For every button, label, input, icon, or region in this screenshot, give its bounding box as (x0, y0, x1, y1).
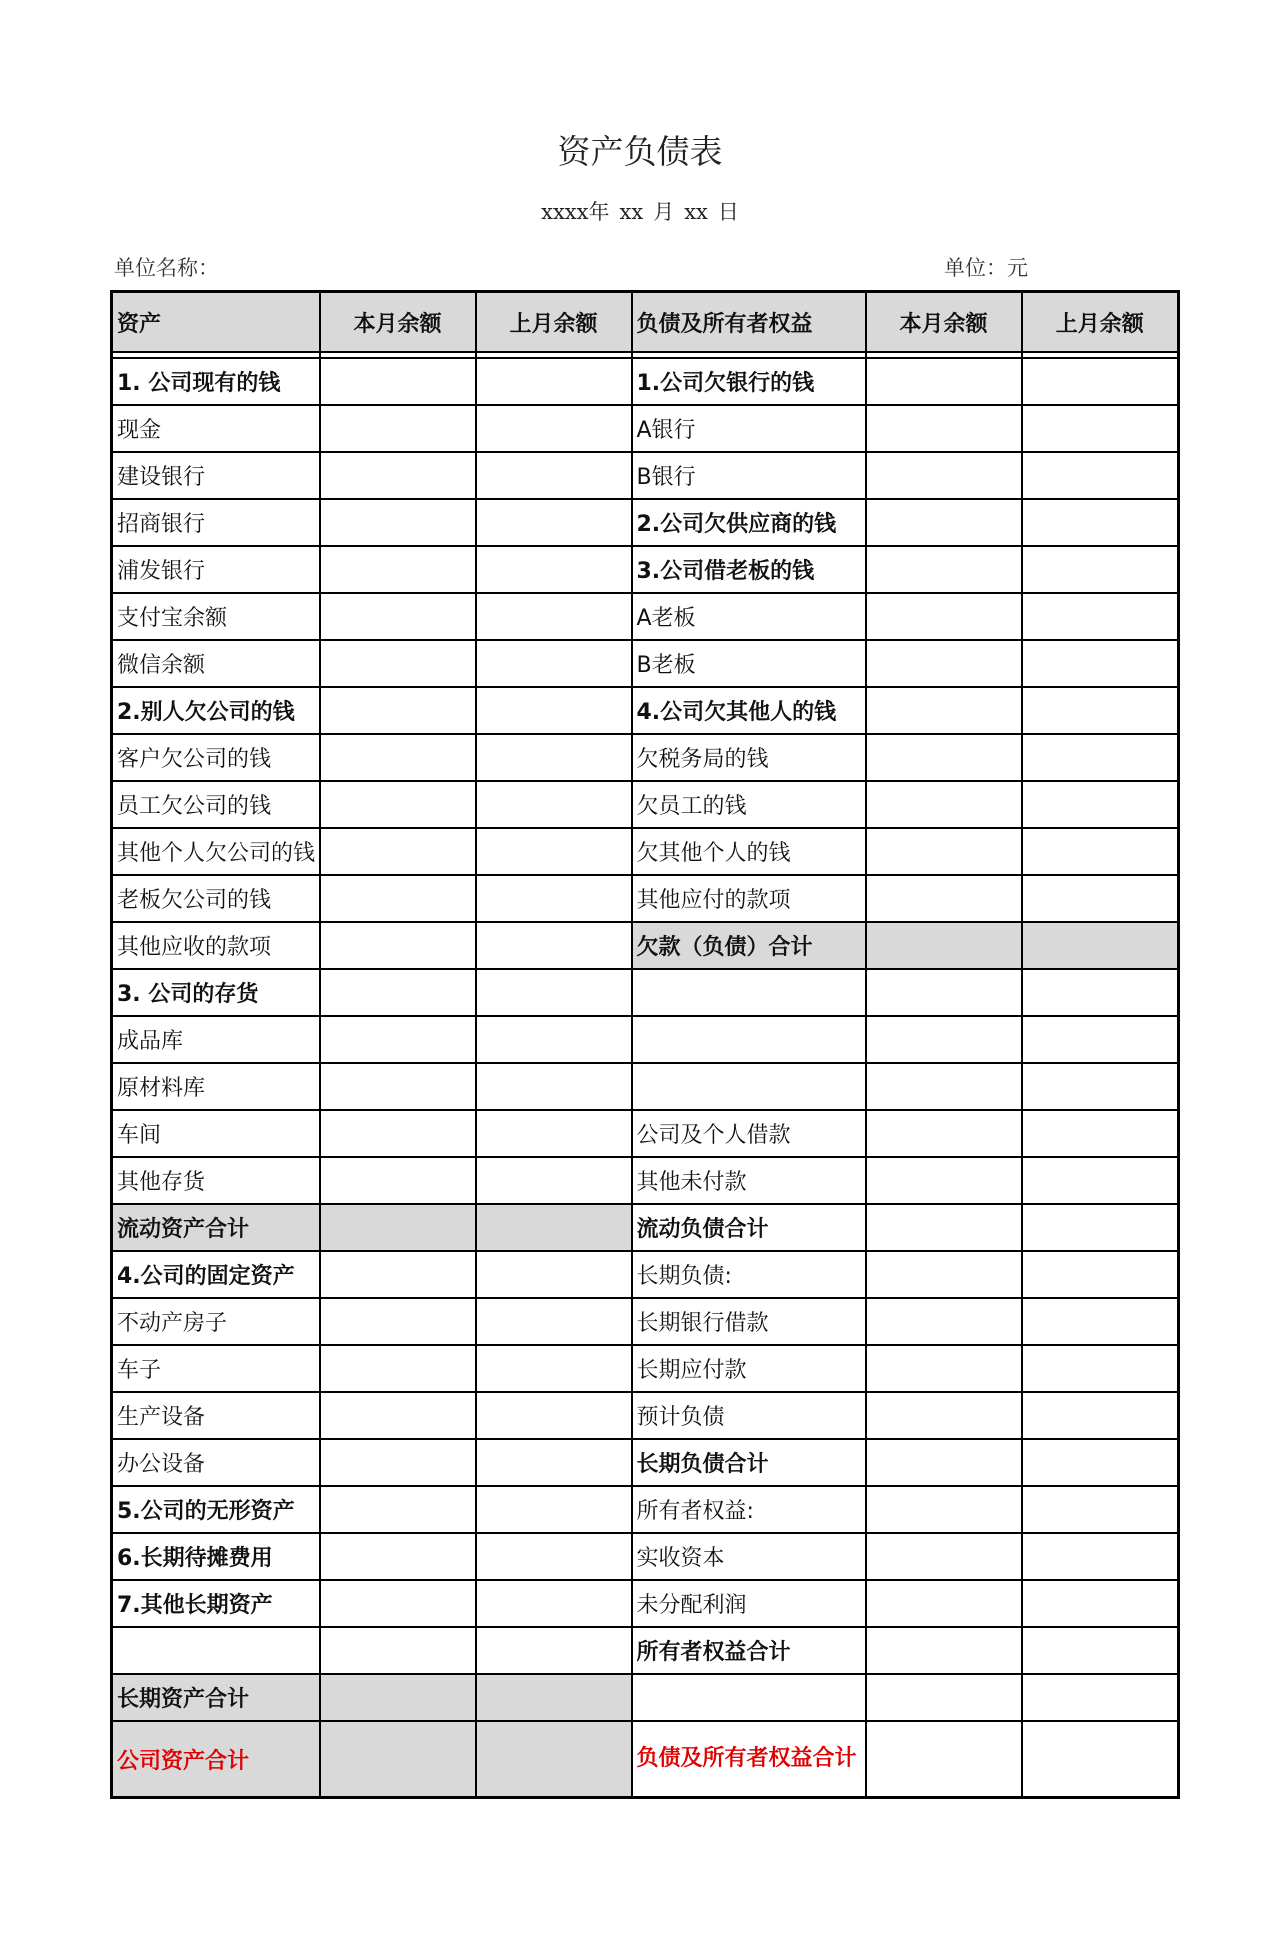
liability-item-label: 流动负债合计 (632, 1204, 866, 1251)
liability-item-label: 所有者权益: (632, 1486, 866, 1533)
asset-current-month-cell[interactable] (320, 405, 476, 452)
table-row (112, 1157, 1179, 1204)
asset-last-month-cell[interactable] (476, 546, 632, 593)
asset-item-label: 招商银行 (112, 499, 320, 546)
liability-last-month-cell[interactable] (1022, 1627, 1179, 1674)
table-row (112, 828, 1179, 875)
asset-item-label: 办公设备 (112, 1439, 320, 1486)
liability-last-month-cell[interactable] (1022, 358, 1179, 405)
liability-last-month-cell[interactable] (1022, 593, 1179, 640)
currency-unit-label: 单位：元 (944, 256, 1028, 280)
asset-last-month-cell[interactable] (476, 1016, 632, 1063)
liability-item-label (632, 1016, 866, 1063)
liability-last-month-cell[interactable] (1022, 1721, 1179, 1798)
header-last-month-right: 上月余额 (1022, 292, 1179, 353)
asset-current-month-cell[interactable] (320, 640, 476, 687)
liability-current-month-cell[interactable] (866, 1392, 1022, 1439)
asset-last-month-cell[interactable] (476, 1439, 632, 1486)
liability-current-month-cell[interactable] (866, 875, 1022, 922)
table-row (112, 969, 1179, 1016)
asset-current-month-cell[interactable] (320, 1439, 476, 1486)
date-day-value: xx (684, 200, 708, 224)
table-row (112, 405, 1179, 452)
asset-current-month-cell[interactable] (320, 1345, 476, 1392)
liability-current-month-cell[interactable] (866, 1298, 1022, 1345)
asset-last-month-cell[interactable] (476, 1674, 632, 1721)
header-liabilities-equity: 负债及所有者权益 (632, 292, 866, 353)
asset-item-label: 员工欠公司的钱 (112, 781, 320, 828)
asset-current-month-cell[interactable] (320, 1721, 476, 1798)
liability-last-month-cell[interactable] (1022, 546, 1179, 593)
table-row (112, 1016, 1179, 1063)
asset-current-month-cell[interactable] (320, 1627, 476, 1674)
asset-last-month-cell[interactable] (476, 358, 632, 405)
table-row (112, 1580, 1179, 1627)
asset-current-month-cell[interactable] (320, 1204, 476, 1251)
liability-current-month-cell[interactable] (866, 687, 1022, 734)
liability-current-month-cell[interactable] (866, 1439, 1022, 1486)
liability-current-month-cell[interactable] (866, 734, 1022, 781)
asset-last-month-cell[interactable] (476, 1251, 632, 1298)
liability-last-month-cell[interactable] (1022, 828, 1179, 875)
table-row (112, 922, 1179, 969)
asset-last-month-cell[interactable] (476, 640, 632, 687)
asset-last-month-cell[interactable] (476, 1627, 632, 1674)
asset-item-label: 车间 (112, 1110, 320, 1157)
liability-item-label: 负债及所有者权益合计 (632, 1721, 866, 1798)
asset-current-month-cell[interactable] (320, 546, 476, 593)
date-month-label: 月 (653, 200, 675, 224)
table-row (112, 452, 1179, 499)
table-row (112, 358, 1179, 405)
liability-item-label: B老板 (632, 640, 866, 687)
liability-last-month-cell[interactable] (1022, 875, 1179, 922)
asset-item-label: 2.别人欠公司的钱 (112, 687, 320, 734)
liability-current-month-cell[interactable] (866, 358, 1022, 405)
header-last-month-left: 上月余额 (476, 292, 632, 353)
asset-last-month-cell[interactable] (476, 452, 632, 499)
liability-item-label: 欠款（负债）合计 (632, 922, 866, 969)
table-row (112, 1533, 1179, 1580)
liability-last-month-cell[interactable] (1022, 1063, 1179, 1110)
liability-current-month-cell[interactable] (866, 969, 1022, 1016)
asset-item-label: 其他个人欠公司的钱 (112, 828, 320, 875)
asset-last-month-cell[interactable] (476, 922, 632, 969)
liability-last-month-cell[interactable] (1022, 1533, 1179, 1580)
asset-current-month-cell[interactable] (320, 1110, 476, 1157)
asset-current-month-cell[interactable] (320, 1063, 476, 1110)
asset-item-label: 长期资产合计 (112, 1674, 320, 1721)
header-assets: 资产 (112, 292, 320, 353)
asset-current-month-cell[interactable] (320, 734, 476, 781)
asset-last-month-cell[interactable] (476, 734, 632, 781)
liability-current-month-cell[interactable] (866, 1627, 1022, 1674)
liability-item-label (632, 969, 866, 1016)
asset-item-label: 浦发银行 (112, 546, 320, 593)
table-body (112, 358, 1179, 1798)
liability-current-month-cell[interactable] (866, 405, 1022, 452)
table-row (112, 1439, 1179, 1486)
date-day-label: 日 (717, 200, 739, 224)
asset-current-month-cell[interactable] (320, 875, 476, 922)
asset-item-label: 6.长期待摊费用 (112, 1533, 320, 1580)
balance-sheet-table (110, 290, 1180, 1799)
liability-last-month-cell[interactable] (1022, 1157, 1179, 1204)
liability-current-month-cell[interactable] (866, 1674, 1022, 1721)
liability-last-month-cell[interactable] (1022, 1392, 1179, 1439)
asset-item-label: 3. 公司的存货 (112, 969, 320, 1016)
liability-item-label: 4.公司欠其他人的钱 (632, 687, 866, 734)
asset-current-month-cell[interactable] (320, 1486, 476, 1533)
liability-item-label: 2.公司欠供应商的钱 (632, 499, 866, 546)
liability-item-label: 长期银行借款 (632, 1298, 866, 1345)
liability-last-month-cell[interactable] (1022, 1204, 1179, 1251)
liability-current-month-cell[interactable] (866, 1204, 1022, 1251)
asset-current-month-cell[interactable] (320, 1157, 476, 1204)
asset-last-month-cell[interactable] (476, 1110, 632, 1157)
liability-item-label: 其他未付款 (632, 1157, 866, 1204)
asset-item-label: 其他存货 (112, 1157, 320, 1204)
table-row (112, 593, 1179, 640)
liability-last-month-cell[interactable] (1022, 1580, 1179, 1627)
asset-current-month-cell[interactable] (320, 969, 476, 1016)
liability-last-month-cell[interactable] (1022, 1298, 1179, 1345)
asset-current-month-cell[interactable] (320, 828, 476, 875)
asset-last-month-cell[interactable] (476, 875, 632, 922)
liability-item-label: 长期负债合计 (632, 1439, 866, 1486)
liability-last-month-cell[interactable] (1022, 1016, 1179, 1063)
liability-last-month-cell[interactable] (1022, 499, 1179, 546)
liability-current-month-cell[interactable] (866, 452, 1022, 499)
report-date (0, 196, 1280, 226)
asset-current-month-cell[interactable] (320, 358, 476, 405)
liability-current-month-cell[interactable] (866, 1533, 1022, 1580)
asset-last-month-cell[interactable] (476, 1533, 632, 1580)
table-row (112, 1627, 1179, 1674)
liability-last-month-cell[interactable] (1022, 1486, 1179, 1533)
asset-last-month-cell[interactable] (476, 499, 632, 546)
liability-item-label: B银行 (632, 452, 866, 499)
asset-current-month-cell[interactable] (320, 499, 476, 546)
liability-item-label: 长期负债: (632, 1251, 866, 1298)
liability-last-month-cell[interactable] (1022, 922, 1179, 969)
liability-current-month-cell[interactable] (866, 1251, 1022, 1298)
liability-current-month-cell[interactable] (866, 546, 1022, 593)
liability-last-month-cell[interactable] (1022, 687, 1179, 734)
asset-item-label: 现金 (112, 405, 320, 452)
asset-last-month-cell[interactable] (476, 593, 632, 640)
liability-current-month-cell[interactable] (866, 828, 1022, 875)
asset-current-month-cell[interactable] (320, 1674, 476, 1721)
table-row (112, 1251, 1179, 1298)
liability-item-label: 欠税务局的钱 (632, 734, 866, 781)
table-row (112, 499, 1179, 546)
liability-item-label (632, 1674, 866, 1721)
liability-last-month-cell[interactable] (1022, 734, 1179, 781)
liability-current-month-cell[interactable] (866, 1110, 1022, 1157)
liability-last-month-cell[interactable] (1022, 781, 1179, 828)
asset-last-month-cell[interactable] (476, 1721, 632, 1798)
asset-item-label: 其他应收的款项 (112, 922, 320, 969)
liability-current-month-cell[interactable] (866, 1486, 1022, 1533)
liability-current-month-cell[interactable] (866, 1063, 1022, 1110)
liability-current-month-cell[interactable] (866, 640, 1022, 687)
liability-last-month-cell[interactable] (1022, 452, 1179, 499)
asset-item-label: 成品库 (112, 1016, 320, 1063)
asset-last-month-cell[interactable] (476, 1298, 632, 1345)
liability-item-label (632, 1063, 866, 1110)
date-month-value: xx (619, 200, 644, 224)
liability-last-month-cell[interactable] (1022, 405, 1179, 452)
table-row (112, 1674, 1179, 1721)
asset-current-month-cell[interactable] (320, 687, 476, 734)
date-year: xxxx年 (541, 200, 610, 224)
table-row (112, 1345, 1179, 1392)
asset-current-month-cell[interactable] (320, 1392, 476, 1439)
asset-current-month-cell[interactable] (320, 1580, 476, 1627)
asset-last-month-cell[interactable] (476, 1392, 632, 1439)
asset-current-month-cell[interactable] (320, 781, 476, 828)
liability-item-label: 其他应付的款项 (632, 875, 866, 922)
liability-current-month-cell[interactable] (866, 1580, 1022, 1627)
liability-current-month-cell[interactable] (866, 1721, 1022, 1798)
asset-last-month-cell[interactable] (476, 969, 632, 1016)
asset-item-label: 客户欠公司的钱 (112, 734, 320, 781)
liability-item-label: 长期应付款 (632, 1345, 866, 1392)
liability-item-label: 预计负债 (632, 1392, 866, 1439)
liability-last-month-cell[interactable] (1022, 1674, 1179, 1721)
liability-item-label: 3.公司借老板的钱 (632, 546, 866, 593)
header-current-month-left: 本月余额 (320, 292, 476, 353)
asset-item-label: 不动产房子 (112, 1298, 320, 1345)
asset-current-month-cell[interactable] (320, 1016, 476, 1063)
table-header-row (112, 292, 1179, 353)
table-row (112, 1063, 1179, 1110)
table-row (112, 1204, 1179, 1251)
liability-current-month-cell[interactable] (866, 593, 1022, 640)
asset-last-month-cell[interactable] (476, 828, 632, 875)
liability-item-label: 所有者权益合计 (632, 1627, 866, 1674)
asset-current-month-cell[interactable] (320, 922, 476, 969)
table-row (112, 546, 1179, 593)
table-row (112, 1110, 1179, 1157)
asset-last-month-cell[interactable] (476, 781, 632, 828)
unit-name-label: 单位名称： (114, 256, 219, 280)
asset-item-label: 老板欠公司的钱 (112, 875, 320, 922)
asset-item-label: 微信余额 (112, 640, 320, 687)
liability-item-label: 欠员工的钱 (632, 781, 866, 828)
table-row (112, 781, 1179, 828)
liability-item-label: A老板 (632, 593, 866, 640)
liability-last-month-cell[interactable] (1022, 1345, 1179, 1392)
liability-last-month-cell[interactable] (1022, 1110, 1179, 1157)
asset-item-label (112, 1627, 320, 1674)
asset-last-month-cell[interactable] (476, 1580, 632, 1627)
liability-last-month-cell[interactable] (1022, 969, 1179, 1016)
page-title: 资产负债表 (557, 132, 723, 171)
asset-last-month-cell[interactable] (476, 687, 632, 734)
asset-item-label: 5.公司的无形资产 (112, 1486, 320, 1533)
liability-current-month-cell[interactable] (866, 499, 1022, 546)
liability-last-month-cell[interactable] (1022, 1251, 1179, 1298)
liability-current-month-cell[interactable] (866, 922, 1022, 969)
asset-current-month-cell[interactable] (320, 1533, 476, 1580)
table-row (112, 1721, 1179, 1798)
table-row (112, 687, 1179, 734)
asset-item-label: 公司资产合计 (112, 1721, 320, 1798)
asset-current-month-cell[interactable] (320, 452, 476, 499)
asset-item-label: 7.其他长期资产 (112, 1580, 320, 1627)
table-row (112, 1486, 1179, 1533)
asset-item-label: 建设银行 (112, 452, 320, 499)
liability-item-label: 未分配利润 (632, 1580, 866, 1627)
liability-current-month-cell[interactable] (866, 1345, 1022, 1392)
liability-last-month-cell[interactable] (1022, 1439, 1179, 1486)
liability-current-month-cell[interactable] (866, 781, 1022, 828)
table-row (112, 1298, 1179, 1345)
asset-item-label: 生产设备 (112, 1392, 320, 1439)
liability-item-label: A银行 (632, 405, 866, 452)
asset-current-month-cell[interactable] (320, 1298, 476, 1345)
liability-item-label: 公司及个人借款 (632, 1110, 866, 1157)
table-row (112, 875, 1179, 922)
asset-item-label: 4.公司的固定资产 (112, 1251, 320, 1298)
asset-last-month-cell[interactable] (476, 1157, 632, 1204)
table-row (112, 640, 1179, 687)
asset-item-label: 流动资产合计 (112, 1204, 320, 1251)
asset-last-month-cell[interactable] (476, 1345, 632, 1392)
asset-item-label: 支付宝余额 (112, 593, 320, 640)
asset-last-month-cell[interactable] (476, 405, 632, 452)
asset-last-month-cell[interactable] (476, 1063, 632, 1110)
header-current-month-right: 本月余额 (866, 292, 1022, 353)
asset-last-month-cell[interactable] (476, 1204, 632, 1251)
liability-current-month-cell[interactable] (866, 1157, 1022, 1204)
asset-item-label: 原材料库 (112, 1063, 320, 1110)
asset-item-label: 车子 (112, 1345, 320, 1392)
liability-item-label: 欠其他个人的钱 (632, 828, 866, 875)
liability-current-month-cell[interactable] (866, 1016, 1022, 1063)
asset-current-month-cell[interactable] (320, 593, 476, 640)
asset-item-label: 1. 公司现有的钱 (112, 358, 320, 405)
liability-item-label: 1.公司欠银行的钱 (632, 358, 866, 405)
liability-last-month-cell[interactable] (1022, 640, 1179, 687)
liability-item-label: 实收资本 (632, 1533, 866, 1580)
table-row (112, 1392, 1179, 1439)
table-row (112, 734, 1179, 781)
asset-last-month-cell[interactable] (476, 1486, 632, 1533)
asset-current-month-cell[interactable] (320, 1251, 476, 1298)
